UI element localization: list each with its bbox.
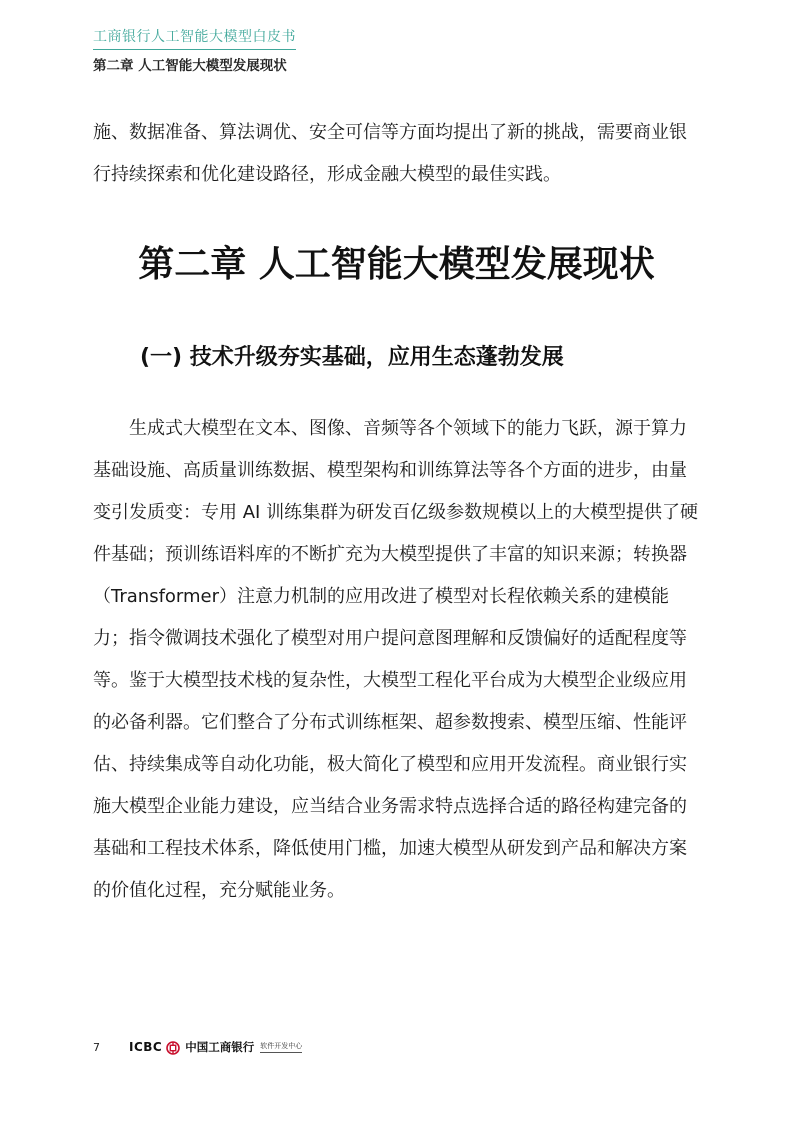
icbc-logo-icon bbox=[166, 1040, 180, 1054]
section-heading: (一) 技术升级夯实基础，应用生态蓬勃发展 bbox=[140, 345, 564, 370]
page-footer bbox=[93, 1036, 302, 1058]
body-paragraph: 生成式大模型在文本、图像、音频等各个领域下的能力飞跃，源于算力基础设施、高质量训练数据、模型架构和训练算法等各个方面的进步，由量变引发质变：专用 AI 训练集群为研发百亿级参数规模以上的大模型提供了硬件基础；预训练语料库的不断扩充为大模型提供了丰富的知识来源；转换器（Transformer）注意力机制的应用改进了模型对长程依赖关系的建模能力；指令微调技术强化了模型对用户提问意图理解和反馈偏好的适配程度等等。鉴于大模型技术栈的复杂性，大模型工程化平台成为大模型企业级应用的必备利器。它们整合了分布式训练框架、超参数搜索、模型压缩、性能评估、持续集成等自动化功能，极大简化了模型和应用开发流程。商业银行实施大模型企业能力建设，应当结合业务需求特点选择合适的路径构建完备的基础和工程技术体系，降低使用门槛，加速大模型从研发到产品和解决方案的价值化过程，充分赋能业务。 bbox=[93, 418, 699, 901]
intro-paragraph: 施、数据准备、算法调优、安全可信等方面均提出了新的挑战，需要商业银行持续探索和优化建设路径，形成金融大模型的最佳实践。 bbox=[93, 122, 687, 185]
page-number: 7 bbox=[93, 1040, 100, 1054]
header-chapter-title: 第二章 人工智能大模型发展现状 bbox=[93, 58, 287, 74]
department-name: 软件开发中心 bbox=[260, 1041, 302, 1053]
bank-name: 中国工商银行 bbox=[185, 1040, 255, 1054]
bank-abbreviation: ICBC bbox=[129, 1040, 163, 1054]
header-document-title: 工商银行人工智能大模型白皮书 bbox=[93, 26, 296, 50]
chapter-heading: 第二章 人工智能大模型发展现状 bbox=[138, 244, 655, 285]
